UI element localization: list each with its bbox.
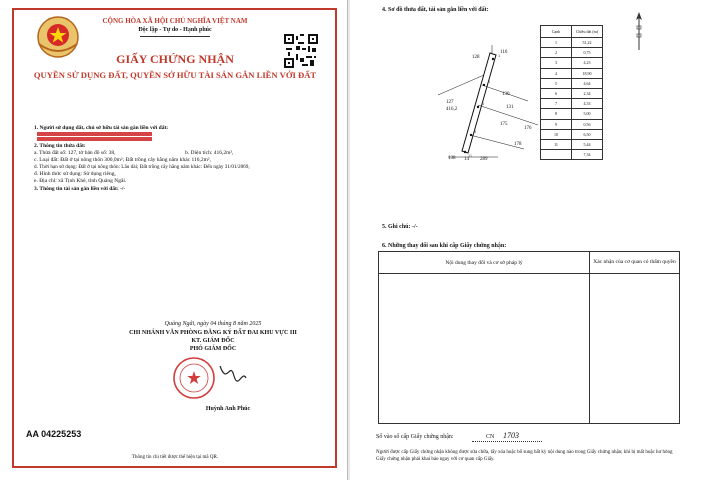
neighbor-parcel-128: 128	[472, 55, 480, 60]
table-row: 6 2,34	[541, 88, 603, 98]
svg-text:6: 6	[482, 101, 485, 106]
redacted-owner-name	[37, 132, 152, 136]
changes-header-content: Nội dung thay đổi và cơ sở pháp lý	[379, 252, 590, 274]
table-row: 7 4,33	[541, 99, 603, 109]
parcel-area-label: 416,2	[446, 107, 458, 112]
nation-name: CỘNG HÒA XÃ HỘI CHỦ NGHĨA VIỆT NAM	[102, 17, 248, 25]
issuing-agency: CHI NHÁNH VĂN PHÒNG ĐĂNG KÝ ĐẤT ĐAI KHU VỰC III	[129, 330, 297, 336]
svg-text:1: 1	[498, 53, 501, 58]
north-arrow-icon	[633, 12, 645, 52]
neighbor-parcel-138: 138	[448, 156, 456, 161]
table-row: 5 4,64	[541, 78, 603, 88]
table-row: 8 5,00	[541, 109, 603, 119]
signer-position: PHÓ GIÁM ĐỐC	[189, 346, 237, 352]
table-row: 2 0,75	[541, 48, 603, 58]
changes-header-confirmation: Xác nhận của cơ quan có thẩm quyền	[590, 252, 680, 274]
signer-capacity: KT. GIÁM ĐỐC	[191, 338, 235, 344]
neighbor-parcel-175: 175	[500, 122, 508, 127]
redacted-owner-info	[37, 137, 152, 141]
neighbor-parcel-14: 14	[464, 157, 469, 162]
table-row: 1 51,22	[541, 38, 603, 48]
certificate-back-page	[350, 0, 705, 480]
svg-text:4: 4	[488, 79, 491, 84]
table-row: 7,34	[541, 150, 603, 160]
neighbor-parcel-116: 116	[500, 50, 508, 55]
signer-name: Huỳnh Anh Phúc	[205, 406, 251, 412]
table-row: 3 4,23	[541, 58, 603, 68]
section-owner-title: 1. Người sử dụng đất, chủ sở hữu tài sản gắn liền với đất:	[34, 125, 169, 131]
national-motto: Độc lập - Tự do - Hạnh phúc	[138, 27, 212, 33]
neighbor-parcel-178: 178	[514, 142, 522, 147]
section-changes-title: 6. Những thay đổi sau khi cấp Giấy chứng nhận:	[382, 243, 507, 249]
section-map-title: 4. Sơ đồ thửa đất, tài sản gắn liền với đất:	[382, 7, 489, 13]
certificate-subtitle: QUYỀN SỬ DỤNG ĐẤT, QUYỀN SỞ HỮU TÀI SẢN GẮN LIỀN VỚI ĐẤT	[33, 70, 317, 80]
notes-section: 5. Ghi chú: -/-	[382, 224, 418, 230]
official-seal	[172, 356, 252, 402]
table-row: 4 18,90	[541, 68, 603, 78]
certificate-front-page	[0, 0, 348, 480]
edge-length-table	[540, 25, 603, 160]
register-prefix: CN	[486, 434, 495, 440]
neighbor-parcel-130: 130	[502, 92, 510, 97]
parcel-number-label: 127	[446, 100, 454, 105]
register-dotted-line	[472, 441, 542, 442]
svg-text:8: 8	[474, 129, 477, 134]
parcel-number: a. Thửa đất số: 127, tờ bản đồ số: 38,	[34, 150, 116, 156]
changes-table	[378, 251, 680, 424]
certificate-serial: AA 04225253	[26, 429, 82, 439]
section-assets-title: 3. Thông tin tài sản gắn liền với đất: -/-	[34, 186, 126, 192]
table-row: 11 5,44	[541, 139, 603, 149]
sign-date: Quảng Ngãi, ngày 04 tháng 8 năm 2025	[164, 321, 262, 327]
table-row: 10 6,50	[541, 129, 603, 139]
parcel-address: e. Địa chỉ: xã Tịnh Khê, tỉnh Quảng Ngãi.	[34, 178, 127, 184]
neighbor-parcel-131: 131	[506, 105, 514, 110]
neighbor-parcel-289: 289	[480, 157, 488, 162]
land-type: c. Loại đất: Đất ở tại nông thôn 300,0m²; Đất trồng cây hằng năm khác 116,2m²,	[34, 157, 211, 163]
use-duration: d. Thời hạn sử dụng: Đất ở tại nông thôn: Lâu dài; Đất trồng cây hằng năm khác: Đến ngày 31/01/2069,	[34, 164, 250, 170]
neighbor-parcel-176: 176	[524, 126, 532, 131]
qr-note: Thông tin chi tiết được thể hiện tại mã QR.	[131, 455, 219, 460]
svg-text:11: 11	[468, 153, 473, 158]
table-row: 9 0,56	[541, 119, 603, 129]
use-form: đ. Hình thức sử dụng: Sử dụng riêng,	[34, 171, 116, 177]
certificate-title: GIẤY CHỨNG NHẬN	[116, 52, 234, 66]
table-header-edge: Cạnh	[541, 26, 572, 38]
register-label: Số vào số cấp Giấy chứng nhận:	[376, 434, 454, 440]
parcel-area: b. Diện tích: 416,2m²,	[185, 150, 234, 156]
section-parcel-title: 2. Thông tin thửa đất:	[34, 143, 86, 149]
motto-underline	[140, 36, 210, 37]
footer-note: Người được cấp Giấy chứng nhận không được sửa chữa, tẩy xóa hoặc bổ sung bất kỳ nội dung nào trong Giấy chứng nhận; khi bị mất hoặc hư hỏng Giấy chứng nhận phải khai báo ngay với cơ quan cấp Giấy.	[376, 450, 673, 462]
register-number: 1703	[503, 431, 519, 440]
changes-empty-row	[379, 274, 680, 424]
table-header-length: Chiều dài (m)	[572, 26, 603, 38]
